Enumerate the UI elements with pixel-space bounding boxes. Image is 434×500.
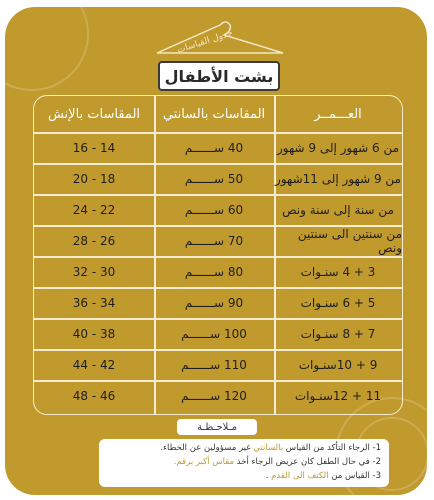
cell-cm: 70 ســــــم: [184, 233, 244, 248]
cell-age: 3 + 4 سنـوات: [300, 264, 376, 279]
decorative-circle: [5, 7, 89, 91]
note-item: 1- الرجاء التأكد من القياس بالسانتي غير مسؤولين عن الخطاء.: [160, 443, 381, 453]
cell-inch: 36 - 34: [72, 295, 116, 310]
cell-inch: 24 - 22: [72, 202, 116, 217]
cell-inch: 32 - 30: [72, 264, 116, 279]
notes-box: [99, 439, 389, 487]
cell-inch: 40 - 38: [72, 326, 116, 341]
size-chart-label: جدول القياسات: [175, 28, 235, 56]
cell-cm: 50 ســــــم: [184, 171, 244, 186]
cell-age: من سنة إلى سنة ونص: [282, 202, 394, 217]
page-title: بشت الأطفال: [158, 61, 280, 91]
cell-cm: 100 ســــــم: [181, 326, 247, 341]
note-item: 3- القياس من الكتف الى القدم .: [265, 471, 381, 481]
cell-cm: 60 ســــــم: [184, 202, 244, 217]
notes-title: مـلاحـظـة: [177, 419, 257, 435]
cell-age: 9 + 10سنـوات: [298, 357, 378, 372]
cell-inch: 20 - 18: [72, 171, 116, 186]
cell-cm: 80 ســــــم: [184, 264, 244, 279]
size-chart-card: [5, 7, 427, 495]
cell-cm: 120 ســــــم: [181, 388, 247, 403]
cell-inch: 48 - 46: [72, 388, 116, 403]
cell-inch: 44 - 42: [72, 357, 116, 372]
header-age: العـــمــر: [314, 106, 362, 122]
cell-age: 11 + 12سنـوات: [294, 388, 382, 403]
cell-cm: 40 ســــــم: [184, 140, 244, 155]
cell-age: من 6 شهور إلى 9 شهور: [276, 140, 400, 155]
cell-age: 5 + 6 سنـوات: [300, 295, 376, 310]
header-cm: المقاسات بالسانتي: [162, 106, 266, 122]
cell-inch: 28 - 26: [72, 233, 116, 248]
size-table: [33, 95, 403, 415]
cell-age: 7 + 8 سنـوات: [300, 326, 376, 341]
cell-cm: 90 ســــــم: [184, 295, 244, 310]
note-item: 2- في حال الطفل كان عريض الرجاء أخذ مقاس أكبر برقم.: [173, 457, 381, 467]
cell-cm: 110 ســــــم: [181, 357, 247, 372]
cell-age: من سنتين الى سنتين ونص: [297, 226, 402, 255]
header-inch: المقاسات بالإنش: [47, 106, 141, 122]
cell-inch: 16 - 14: [72, 140, 116, 155]
cell-age: من 9 شهور إلى 11شهور: [275, 171, 401, 186]
